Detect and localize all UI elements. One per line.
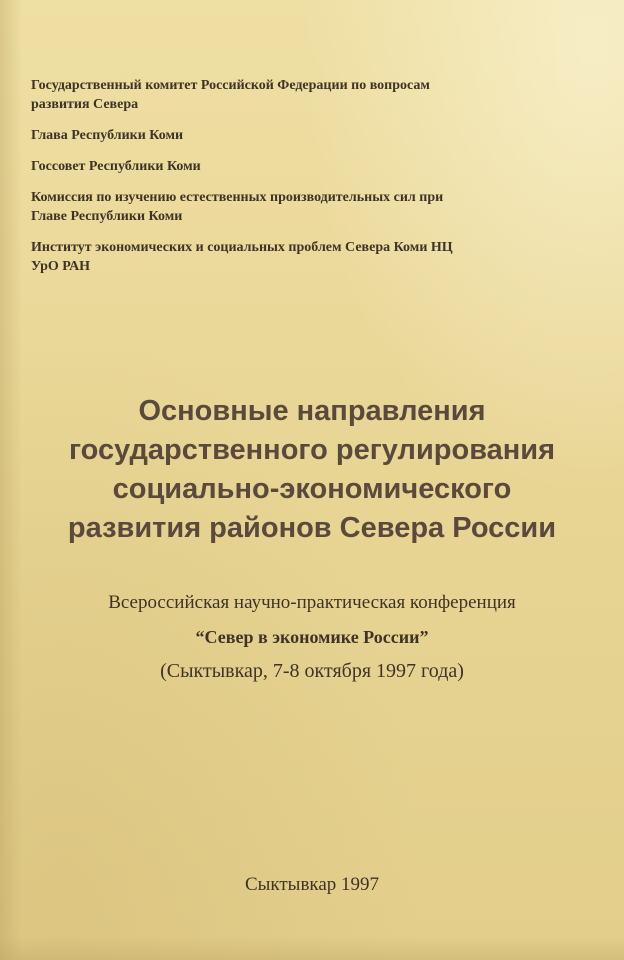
imprint: Сыктывкар 1997 bbox=[244, 874, 380, 895]
conference-type: Всероссийская научно-практическая конференция bbox=[108, 592, 516, 613]
organization-item: Институт экономических и социальных проблем Севера Коми НЦ УрО РАН bbox=[31, 240, 453, 274]
document-title: Основные направления государственного регулирования социально-экономического развития районов Севера России bbox=[67, 395, 557, 544]
organization-item: Глава Республики Коми bbox=[31, 128, 184, 143]
page-bottom-shading bbox=[0, 936, 624, 960]
conference-place-date: (Сыктывкар, 7-8 октября 1997 года) bbox=[160, 660, 464, 682]
conference-info bbox=[20, 588, 604, 686]
page-edge-shading bbox=[0, 0, 22, 960]
organization-item: Комиссия по изучению естественных производительных сил при Главе Республики Коми bbox=[31, 190, 444, 224]
organization-item: Госсовет Республики Коми bbox=[31, 159, 201, 174]
conference-name: “Север в экономике России” bbox=[195, 627, 429, 647]
organizations-list bbox=[31, 76, 551, 288]
organization-item: Государственный комитет Российской Федерации по вопросам развития Севера bbox=[31, 78, 430, 112]
